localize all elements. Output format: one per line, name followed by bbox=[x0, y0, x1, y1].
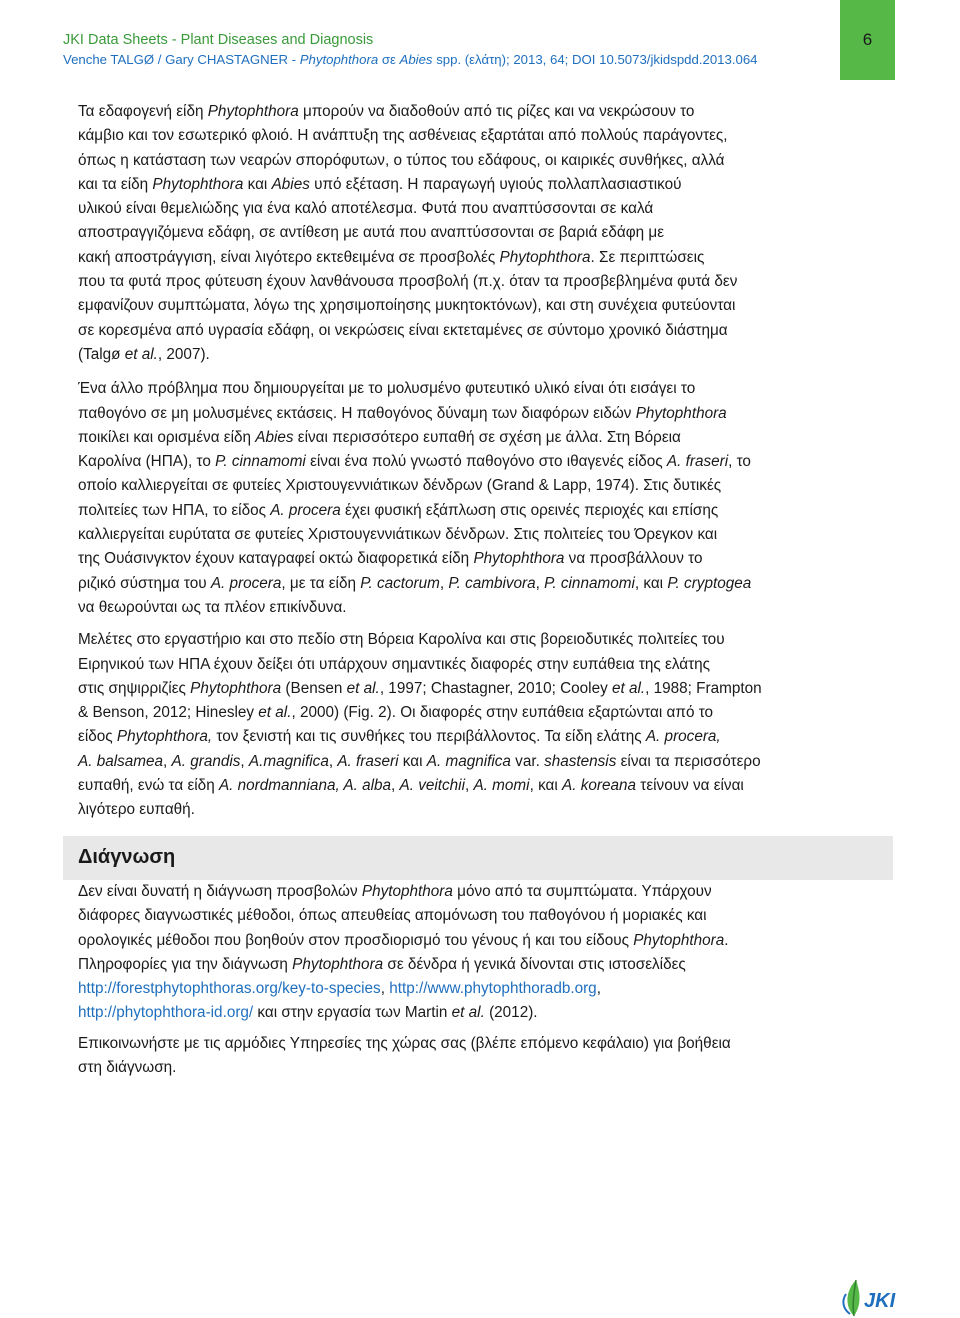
journal-title: JKI Data Sheets - Plant Diseases and Diagnosis bbox=[63, 32, 374, 48]
page-number: 6 bbox=[862, 30, 873, 49]
paragraph-1 bbox=[78, 100, 884, 367]
p2-line: ποικίλει και ορισμένα είδη Abies είναι περισσότερο ευπαθή σε σχέση με άλλα. Στη Βόρεια bbox=[78, 428, 681, 446]
logo-text: JKI bbox=[864, 1290, 896, 1312]
diag2-line: Επικοινωνήστε με τις αρμόδιες Υπηρεσίες της χώρας σας (βλέπε επόμενο κεφάλαιο) για βοήθεια bbox=[78, 1034, 731, 1052]
diag-line: Δεν είναι δυνατή η διάγνωση προσβολών Phytophthora μόνο από τα συμπτώματα. Υπάρχουν bbox=[78, 883, 712, 900]
diag2-line: στη διάγνωση. bbox=[78, 1059, 177, 1077]
p3-line: στις σηψιρριζίες Phytophthora (Bensen et al., 1997; Chastagner, 2010; Cooley et al., 1988; Frampton bbox=[78, 679, 762, 697]
link-forestphytophthoras[interactable]: http://forestphytophthoras.org/key-to-species bbox=[78, 980, 381, 998]
paragraph-3 bbox=[78, 628, 884, 822]
diagnosis-paragraph-1 bbox=[78, 880, 884, 1026]
p1-line: Τα εδαφογενή είδη Phytophthora μπορούν να διαδοθούν από τις ρίζες και να νεκρώσουν το bbox=[78, 103, 695, 120]
p3-line: Μελέτες στο εργαστήριο και στο πεδίο στη Βόρεια Καρολίνα και στις βορειοδυτικές πολιτείες του bbox=[78, 631, 725, 649]
p3-line: λιγότερο ευπαθή. bbox=[78, 801, 195, 819]
citation-details: spp. (ελάτη); 2013, 64; DOI 10.5073/jkidspdd.2013.064 bbox=[432, 52, 758, 67]
p1-line: κάμβιο και τον εσωτερικό φλοιό. Η ανάπτυξη της ασθένειας εξαρτάται από πολλούς παράγοντες, bbox=[78, 127, 728, 145]
main-content bbox=[78, 100, 884, 829]
diag-line: διάφορες διαγνωστικές μέθοδοι, όπως απευθείας απομόνωση του παθογόνου ή μοριακές και bbox=[78, 907, 707, 925]
p3-line: ευπαθή, ενώ τα είδη A. nordmanniana, A. alba, A. veitchii, A. momi, και A. koreana τείνουν να είναι bbox=[78, 777, 744, 795]
p1-line: αποστραγγιζόμενα εδάφη, σε αντίθεση με αυτά που αναπτύσσονται σε βαριά εδάφη με bbox=[78, 224, 665, 242]
citation-line bbox=[63, 50, 843, 69]
p2-line: ριζικό σύστημα του A. procera, με τα είδη P. cactorum, P. cambivora, P. cinnamomi, και P. cryptogea bbox=[78, 574, 752, 592]
p2-line: Καρολίνα (ΗΠΑ), το P. cinnamomi είναι ένα πολύ γνωστό παθογόνο στο ιθαγενές είδος A. fraseri, το bbox=[78, 453, 751, 471]
section-heading-bar bbox=[63, 836, 893, 880]
p1-line: και τα είδη Phytophthora και Abies υπό εξέταση. Η παραγωγή υγιούς πολλαπλασιαστικού bbox=[78, 175, 682, 193]
p2-line: να θεωρούνται ως τα πλέον επικίνδυνα. bbox=[78, 598, 347, 616]
citation-connector: σε bbox=[378, 52, 400, 67]
p2-line: Ένα άλλο πρόβλημα που δημιουργείται με το μολυσμένο φυτευτικό υλικό είναι ότι εισάγει το bbox=[78, 380, 696, 398]
p1-line: (Talgø et al., 2007). bbox=[78, 345, 210, 363]
p2-line: οποίο καλλιεργείται σε φυτείες Χριστουγεννιάτικων δένδρων (Grand & Lapp, 1974). Στις δυτικές bbox=[78, 477, 722, 495]
p3-line: Ειρηνικού των ΗΠΑ έχουν δείξει ότι υπάρχουν σημαντικές διαφορές στην ευπάθεια της ελάτης bbox=[78, 655, 711, 673]
diag-line: Πληροφορίες για την διάγνωση Phytophthora σε δένδρα ή γενικά δίνονται στις ιστοσελίδες bbox=[78, 955, 686, 973]
p1-line: υλικού είναι θεμελιώδης για ένα καλό αποτέλεσμα. Φυτά που αναπτύσσονται σε καλά bbox=[78, 200, 654, 218]
diagnosis-paragraph-2 bbox=[78, 1032, 884, 1081]
citation-authors: Venche TALGØ / Gary CHASTAGNER - bbox=[63, 52, 300, 67]
p1-line: κακή αποστράγγιση, είναι λιγότερο εκτεθειμένα σε προσβολές Phytophthora. Σε περιπτώσεις bbox=[78, 248, 705, 266]
p2-line: παθογόνο σε μη μολυσμένες εκτάσεις. Η παθογόνος δύναμη των διαφόρων ειδών Phytophthora bbox=[78, 404, 727, 422]
paragraph-2 bbox=[78, 377, 884, 620]
p3-line: είδος Phytophthora, τον ξενιστή και τις συνθήκες του περιβάλλοντος. Τα είδη ελάτης A. procera, bbox=[78, 728, 721, 746]
p2-line: πολιτείες των ΗΠΑ, το είδος A. procera έχει φυσική εξάπλωση στις ορεινές περιοχές και επίσης bbox=[78, 501, 719, 519]
section-title-diagnosis: Διάγνωση bbox=[78, 846, 176, 868]
p1-line: εμφανίζουν συμπτώματα, λόγω της χρησιμοποίησης μυκητοκτόνων), και στη συνέχεια φυτεύονται bbox=[78, 297, 736, 315]
citation-abies: Abies bbox=[399, 52, 433, 67]
citation-genus: Phytophthora bbox=[299, 52, 379, 67]
diag-line: ορολογικές μέθοδοι που βοηθούν στον προσδιορισμό του γένους ή και του είδους Phytophthora. bbox=[78, 931, 729, 949]
p2-line: της Ουάσινγκτον έχουν καταγραφεί οκτώ διαφορετικά είδη Phytophthora να προσβάλλουν το bbox=[78, 550, 703, 568]
p1-line: όπως η κατάσταση των νεαρών σπορόφυτων, ο τύπος του εδάφους, οι καιρικές συνθήκες, αλλά bbox=[78, 151, 725, 169]
page-header bbox=[63, 31, 843, 69]
p2-line: καλλιεργείται ευρύτατα σε φυτείες Χριστουγεννιάτικων δένδρων. Στις πολιτείες του Όρεγκον και bbox=[78, 526, 718, 544]
p1-line: που τα φυτά προς φύτευση έχουν λανθάνουσα προσβολή (π.χ. όταν τα προσβεβλημένα φυτά δεν bbox=[78, 273, 738, 291]
page-number-tab bbox=[840, 0, 895, 80]
link-phytophthoradb[interactable]: http://www.phytophthoradb.org bbox=[389, 980, 597, 998]
jki-logo bbox=[840, 1278, 910, 1318]
diag-links-line: http://forestphytophthoras.org/key-to-species, http://www.phytophthoradb.org, bbox=[78, 980, 601, 998]
diagnosis-content bbox=[78, 880, 884, 1086]
link-phytophthora-id[interactable]: http://phytophthora-id.org/ bbox=[78, 1004, 254, 1022]
p3-line: A. balsamea, A. grandis, A.magnifica, A. fraseri και A. magnifica var. shastensis είναι τα περισσότερο bbox=[78, 752, 761, 770]
p1-line: σε κορεσμένα από υγρασία εδάφη, οι νεκρώσεις είναι εκτεταμένες σε σύντομο χρονικό διάστημα bbox=[78, 321, 728, 339]
p3-line: & Benson, 2012; Hinesley et al., 2000) (Fig. 2). Οι διαφορές στην ευπάθεια εξαρτώνται από το bbox=[78, 704, 714, 722]
diag-links-line: http://phytophthora-id.org/ και στην εργασία των Martin et al. (2012). bbox=[78, 1004, 538, 1022]
